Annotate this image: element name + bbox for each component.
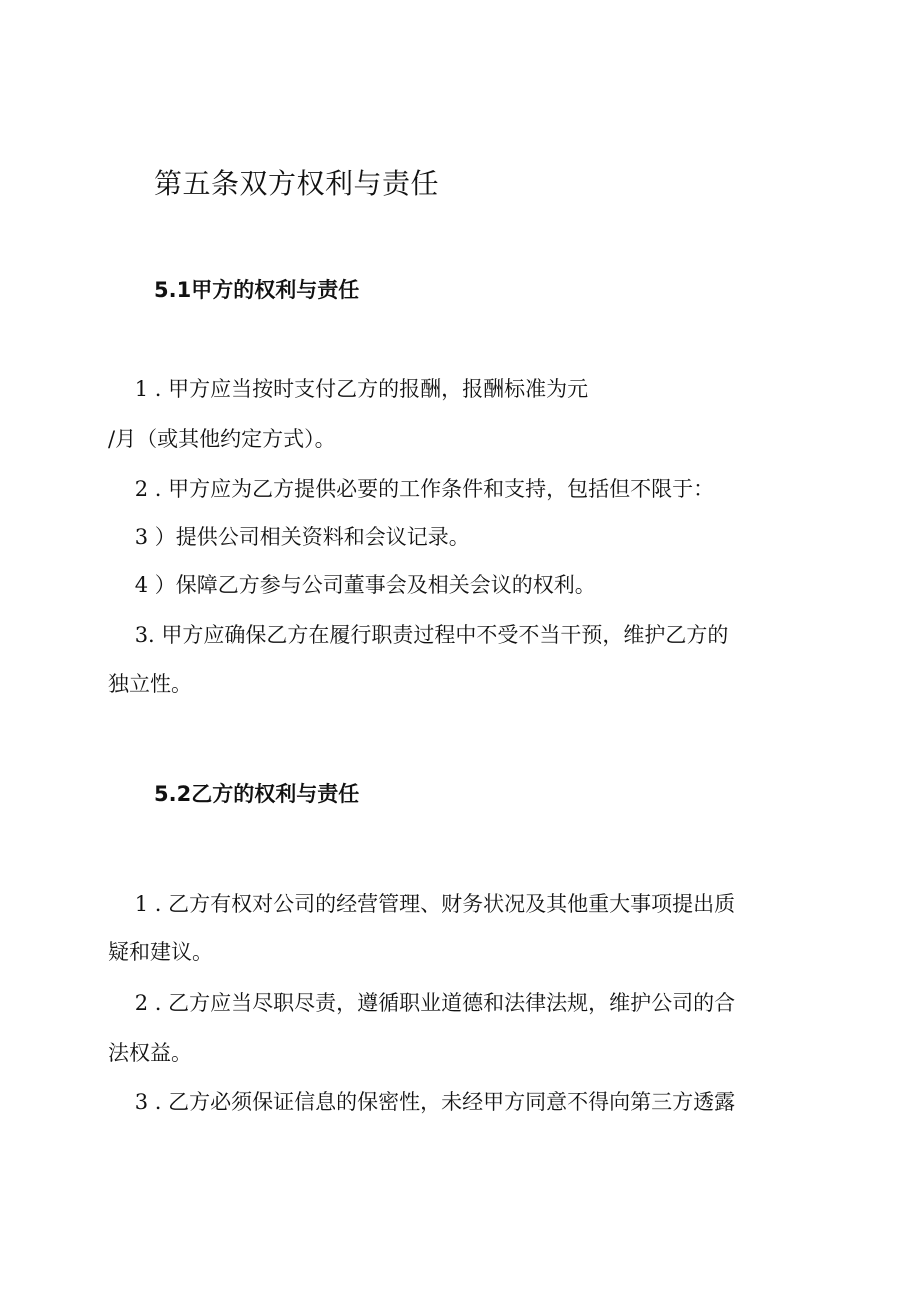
document-page	[108, 0, 818, 1301]
paragraph-line: 3 . 乙方必须保证信息的保密性，未经甲方同意不得向第三方透露	[108, 1090, 736, 1114]
paragraph-line: 1 . 甲方应当按时支付乙方的报酬，报酬标准为元	[108, 377, 589, 401]
article-title: 第五条双方权利与责任	[154, 167, 440, 200]
section-heading-5-2: 5.2乙方的权利与责任	[154, 782, 360, 806]
paragraph-line: /月（或其他约定方式）。	[108, 427, 336, 451]
paragraph-line: 3. 甲方应确保乙方在履行职责过程中不受不当干预，维护乙方的	[108, 623, 729, 647]
paragraph-line: 2 . 甲方应为乙方提供必要的工作条件和支持，包括但不限于：	[108, 477, 715, 501]
paragraph-line: 2 . 乙方应当尽职尽责，遵循职业道德和法律法规，维护公司的合	[108, 991, 736, 1015]
paragraph-line: 3 ）提供公司相关资料和会议记录。	[108, 525, 470, 549]
paragraph-line: 1 . 乙方有权对公司的经营管理、财务状况及其他重大事项提出质	[108, 892, 736, 916]
paragraph-line: 4 ）保障乙方参与公司董事会及相关会议的权利。	[108, 573, 596, 597]
section-heading-5-1: 5.1甲方的权利与责任	[154, 278, 360, 302]
paragraph-line: 独立性。	[108, 672, 192, 696]
paragraph-line: 疑和建议。	[108, 940, 213, 964]
paragraph-line: 法权益。	[108, 1041, 192, 1065]
